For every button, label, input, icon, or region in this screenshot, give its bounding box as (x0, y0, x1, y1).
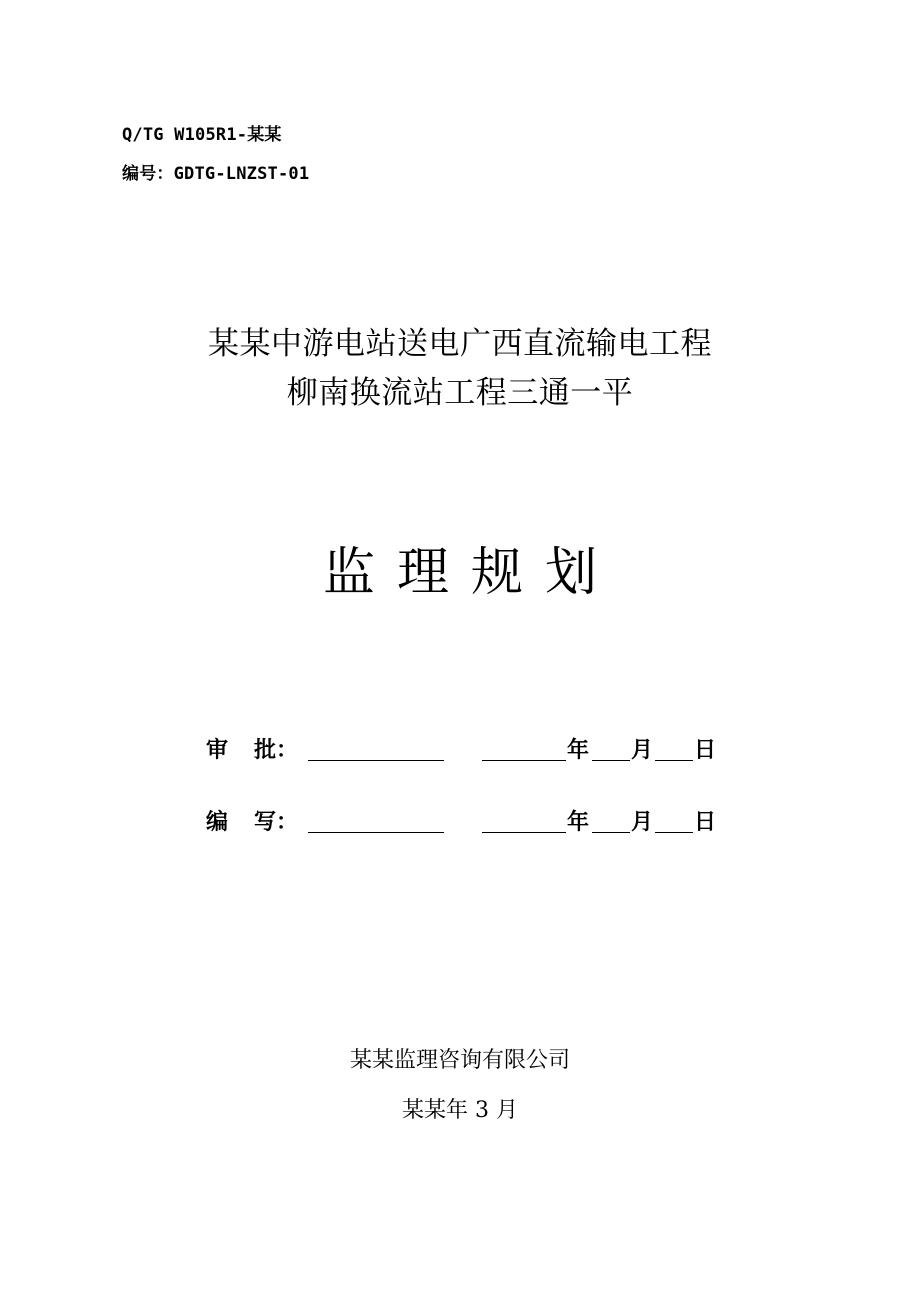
approve-month-field[interactable] (592, 760, 630, 761)
approve-month-unit: 月 (631, 738, 654, 763)
standard-code: Q/TG W105R1-某某 (122, 125, 282, 145)
write-year-field[interactable] (482, 832, 566, 833)
document-number: 编号：GDTG-LNZST-01 (122, 164, 310, 184)
approve-year-field[interactable] (482, 760, 566, 761)
approve-label-char-2: 批： (254, 738, 299, 763)
project-title-line-2: 柳南换流站工程三通一平 (286, 375, 634, 411)
write-year-unit: 年 (567, 810, 590, 835)
document-main-title: 监理规划 (322, 543, 619, 603)
write-label (206, 805, 298, 836)
project-title-line-1: 某某中游电站送电广西直流输电工程 (208, 326, 712, 362)
issue-date: 某某年 3 月 (402, 1098, 518, 1123)
write-label-char-1: 编 (206, 810, 229, 835)
write-month-unit: 月 (631, 810, 654, 835)
approve-label (206, 733, 298, 764)
approve-year-unit: 年 (567, 738, 590, 763)
approve-signature-field[interactable] (308, 760, 444, 761)
write-label-char-2: 写： (254, 810, 299, 835)
approve-day-unit: 日 (694, 738, 717, 763)
company-name: 某某监理咨询有限公司 (349, 1048, 570, 1073)
write-day-unit: 日 (694, 810, 717, 835)
write-month-field[interactable] (592, 832, 630, 833)
writer-signature-field[interactable] (308, 832, 444, 833)
approve-label-char-1: 审 (206, 738, 229, 763)
approve-day-field[interactable] (655, 760, 693, 761)
write-day-field[interactable] (655, 832, 693, 833)
